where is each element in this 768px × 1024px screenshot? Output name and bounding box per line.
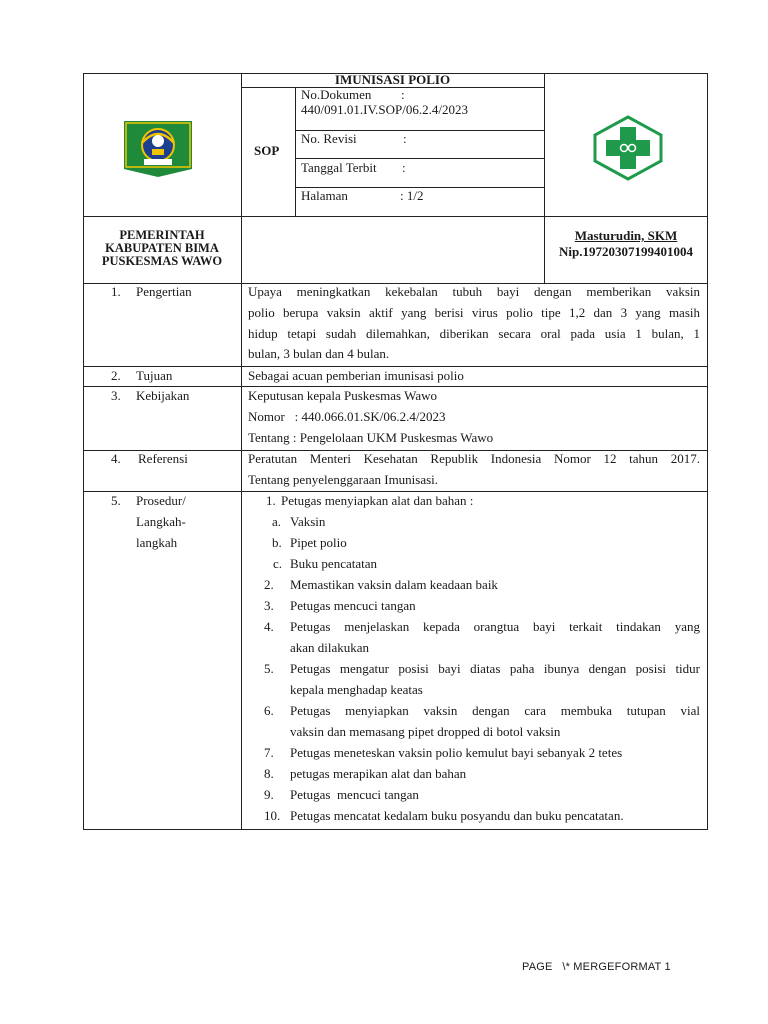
step-number: 8. <box>264 766 274 781</box>
step-text: Petugas mengatur posisi bayi diatas paha ibunya dengan posisi tidur <box>290 661 700 676</box>
no-revisi-label: No. Revisi <box>301 131 357 146</box>
step-number: 5. <box>264 661 274 676</box>
row-label: Pengertian <box>136 284 192 299</box>
row-number: 5. <box>111 493 121 508</box>
org-name-line2: KABUPATEN BIMA <box>105 241 219 255</box>
row-number: 4. <box>111 451 121 466</box>
row-number: 3. <box>111 388 121 403</box>
no-dokumen-label: No.Dokumen <box>301 87 372 102</box>
grid-line <box>295 87 296 216</box>
no-dokumen-value: 440/091.01.IV.SOP/06.2.4/2023 <box>301 102 468 117</box>
step-number: 6. <box>264 703 274 718</box>
substep-letter: b. <box>272 535 282 550</box>
referensi-line: Tentang penyelenggaraan Imunisasi. <box>248 472 439 487</box>
pengertian-line: Upaya meningkatkan kekebalan tubuh bayi dengan memberikan vaksin <box>248 284 700 299</box>
row-label: Tujuan <box>136 368 173 383</box>
signer-name: Masturudin, SKM <box>574 228 678 243</box>
step-text: Petugas mencuci tangan <box>290 787 419 802</box>
step-text: Petugas mencuci tangan <box>290 598 416 613</box>
grid-line <box>83 216 708 217</box>
step-text: Memastikan vaksin dalam keadaan baik <box>290 577 498 592</box>
no-revisi-separator: : <box>403 131 407 146</box>
grid-line <box>83 386 708 387</box>
pengertian-line: hidup tetapi sudah dilemahkan, diberikan secara oral pada usia 1 bulan, 1 <box>248 326 700 341</box>
step-text: Petugas menyiapkan alat dan bahan : <box>281 493 474 508</box>
step-number: 2. <box>264 577 274 592</box>
substep-text: Buku pencatatan <box>290 556 377 571</box>
sop-label: SOP <box>254 143 280 158</box>
step-text: kepala menghadap keatas <box>290 682 423 697</box>
step-text: Petugas meneteskan vaksin polio kemulut bayi sebanyak 2 tetes <box>290 745 623 760</box>
kebijakan-line: Tentang : Pengelolaan UKM Puskesmas Wawo <box>248 430 494 445</box>
row-label: Langkah- <box>136 514 186 529</box>
no-dokumen-separator: : <box>401 87 405 102</box>
grid-line <box>83 491 708 492</box>
tujuan-text: Sebagai acuan pemberian imunisasi polio <box>248 368 464 383</box>
regency-emblem-logo <box>122 119 194 179</box>
pengertian-line: polio berupa vaksin aktif yang berisi virus polio tipe 1,2 dan 3 yang masih <box>248 305 700 320</box>
step-number: 4. <box>264 619 274 634</box>
row-number: 1. <box>111 284 121 299</box>
step-text: Petugas menjelaskan kepada orangtua bayi terkait tindakan yang <box>290 619 700 634</box>
grid-line <box>241 73 242 830</box>
row-label: Kebijakan <box>136 388 190 403</box>
substep-text: Pipet polio <box>290 535 347 550</box>
step-text: petugas merapikan alat dan bahan <box>290 766 467 781</box>
grid-line <box>241 87 544 88</box>
substep-letter: a. <box>272 514 282 529</box>
tanggal-terbit-separator: : <box>402 160 406 175</box>
step-text: vaksin dan memasang pipet dropped di botol vaksin <box>290 724 561 739</box>
substep-letter: c. <box>273 556 283 571</box>
halaman-label: Halaman <box>301 188 348 203</box>
halaman-value: : 1/2 <box>400 188 424 203</box>
org-name-line1: PEMERINTAH <box>119 228 205 242</box>
document-title: IMUNISASI POLIO <box>334 72 451 87</box>
step-text: Petugas menyiapkan vaksin dengan cara membuka tutupan vial <box>290 703 700 718</box>
step-number: 7. <box>264 745 274 760</box>
kebijakan-line: Keputusan kepala Puskesmas Wawo <box>248 388 437 403</box>
org-name-line3: PUSKESMAS WAWO <box>101 254 223 268</box>
row-label: Prosedur/ <box>136 493 186 508</box>
grid-line <box>83 366 708 367</box>
row-label: langkah <box>136 535 178 550</box>
row-label: Referensi <box>138 451 188 466</box>
page-footer: PAGE \* MERGEFORMAT 1 <box>522 961 671 973</box>
step-number: 9. <box>264 787 274 802</box>
step-number: 1. <box>266 493 276 508</box>
tanggal-terbit-label: Tanggal Terbit <box>301 160 377 175</box>
step-number: 3. <box>264 598 274 613</box>
signer-nip: Nip.19720307199401004 <box>559 244 693 259</box>
row-number: 2. <box>111 368 121 383</box>
step-number: 10. <box>264 808 281 823</box>
pengertian-line: bulan, 3 bulan dan 4 bulan. <box>248 346 390 361</box>
grid-line <box>295 158 544 159</box>
step-text: akan dilakukan <box>290 640 370 655</box>
referensi-line: Peratutan Menteri Kesehatan Republik Indonesia Nomor 12 tahun 2017. <box>248 451 700 466</box>
kebijakan-line: Nomor : 440.066.01.SK/06.2.4/2023 <box>248 409 446 424</box>
substep-text: Vaksin <box>290 514 326 529</box>
step-text: Petugas mencatat kedalam buku posyandu dan buku pencatatan. <box>290 808 624 823</box>
health-cross-logo <box>592 114 664 182</box>
